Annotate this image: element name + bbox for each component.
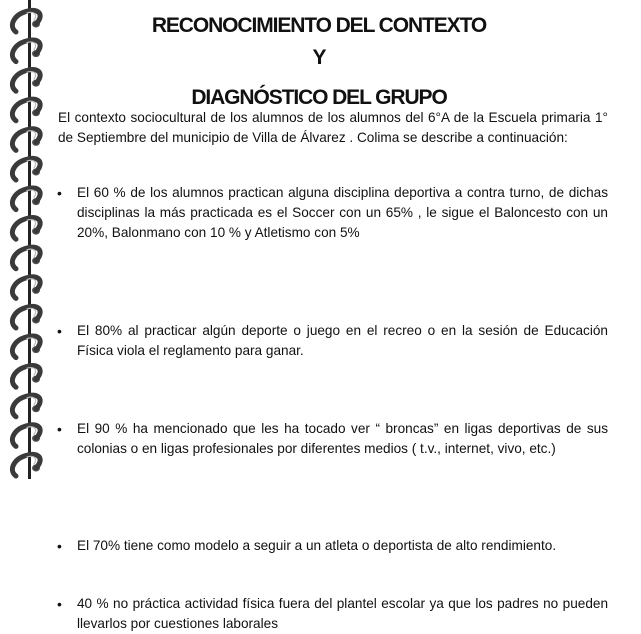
bullet-icon: • [57,596,62,612]
list-item [54,183,608,243]
list-item [54,536,608,556]
binding-ring [12,277,40,299]
bullet-icon: • [57,185,62,201]
binding-ring [12,306,40,328]
intro-paragraph: El contexto sociocultural de los alumnos de los alumnos del 6°A de la Escuela primaria 1° de Septiembre del municipio de Villa de Álvarez . Colima se describe a continuación: [58,110,608,145]
binding-ring [12,218,40,240]
title-line-3: DIAGNÓSTICO DEL GRUPO [191,86,447,109]
bullet-list [54,183,608,631]
list-item [54,594,608,634]
bullet-icon: • [57,538,62,554]
list-item-text: El 90 % ha mencionado que les ha tocado ver “ broncas” en ligas deportivas de sus colonias o en ligas profesionales por diferentes medios ( t.v., internet, vivo, etc.) [77,421,608,456]
bullet-icon: • [57,323,62,339]
title-line-1: RECONOCIMIENTO DEL CONTEXTO [151,14,487,37]
list-item-text: El 60 % de los alumnos practican alguna disciplina deportiva a contra turno, de dichas disciplinas la más practicada es el Soccer con un 65% , le sigue el Baloncesto con un 20%, Balonmano con 10 % y Atletismo con 5% [77,185,608,240]
binding-ring [12,158,40,180]
binding-ring [12,188,40,210]
binding-ring [12,129,40,151]
binding-ring [12,366,40,388]
binding-ring [12,247,40,269]
list-item-text: El 70% tiene como modelo a seguir a un atleta o deportista de alto rendimiento. [77,538,557,553]
binding-ring [12,454,40,476]
list-item [54,321,608,361]
binding-ring [12,425,40,447]
bullet-icon: • [57,421,62,437]
list-item-text: El 80% al practicar algún deporte o juego en el recreo o en la sesión de Educación Física viola el reglamento para ganar. [77,323,608,358]
title-line-2: Y [312,46,326,69]
list-item [54,419,608,459]
spiral-binding-icon [0,0,48,479]
list-item-text: 40 % no práctica actividad física fuera del plantel escolar ya que los padres no pueden llevarlos por cuestiones laborales [77,596,608,631]
binding-ring [12,336,40,358]
binding-ring [12,395,40,417]
